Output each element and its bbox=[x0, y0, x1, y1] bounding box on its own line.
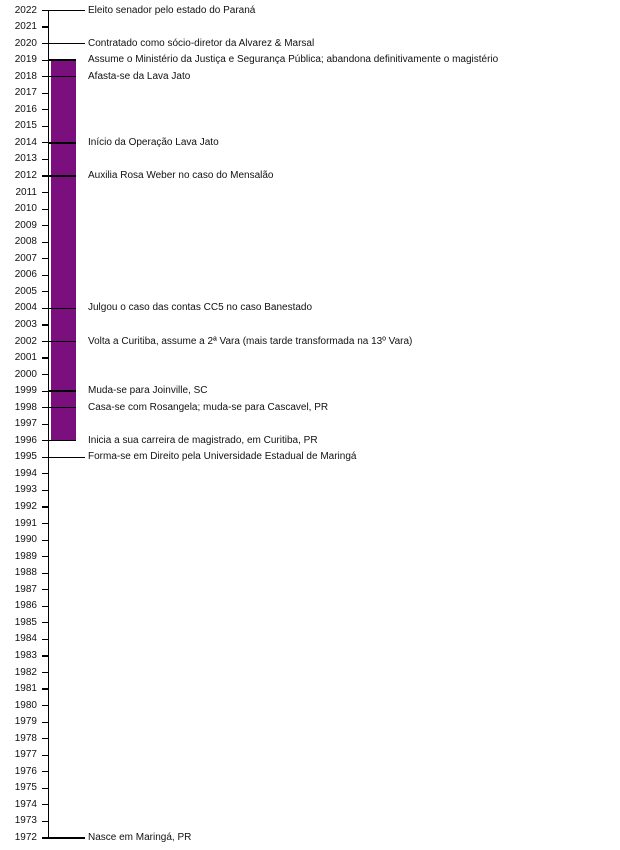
year-label: 1996 bbox=[14, 434, 37, 446]
year-tick bbox=[42, 622, 50, 623]
event-label: Muda-se para Joinville, SC bbox=[88, 385, 208, 397]
year-tick bbox=[42, 242, 50, 243]
year-label: 2019 bbox=[14, 54, 37, 66]
year-tick bbox=[42, 672, 50, 673]
year-label: 1983 bbox=[14, 649, 37, 661]
event-label: Inicia a sua carreira de magistrado, em Curitiba, PR bbox=[88, 434, 318, 446]
year-tick bbox=[42, 209, 50, 210]
event-label: Casa-se com Rosangela; muda-se para Cascavel, PR bbox=[88, 401, 329, 413]
year-label: 2013 bbox=[14, 153, 37, 165]
year-tick bbox=[42, 506, 50, 507]
event-connector-line bbox=[48, 59, 76, 60]
year-label: 1991 bbox=[14, 517, 37, 529]
year-label: 2014 bbox=[14, 136, 37, 148]
year-tick bbox=[42, 606, 50, 607]
event-connector-line bbox=[48, 308, 76, 309]
year-label: 1982 bbox=[14, 666, 37, 678]
year-label: 2002 bbox=[14, 335, 37, 347]
event-connector-line bbox=[48, 341, 76, 342]
year-tick bbox=[42, 159, 50, 160]
event-connector-line bbox=[48, 142, 76, 143]
year-label: 2021 bbox=[14, 21, 37, 33]
event-connector-line bbox=[48, 43, 86, 44]
year-label: 1990 bbox=[14, 534, 37, 546]
career-bar bbox=[51, 60, 76, 441]
year-label: 2017 bbox=[14, 87, 37, 99]
event-connector-line bbox=[48, 407, 76, 408]
year-tick bbox=[42, 109, 50, 110]
year-tick bbox=[42, 722, 50, 723]
year-label: 1977 bbox=[14, 749, 37, 761]
year-label: 2000 bbox=[14, 368, 37, 380]
year-tick bbox=[42, 688, 50, 689]
year-label: 2018 bbox=[14, 70, 37, 82]
year-label: 1976 bbox=[14, 765, 37, 777]
event-connector-line bbox=[48, 390, 76, 391]
year-tick bbox=[42, 589, 50, 590]
year-tick bbox=[42, 771, 50, 772]
year-label: 1978 bbox=[14, 732, 37, 744]
year-tick bbox=[42, 821, 50, 822]
event-label: Volta a Curitiba, assume a 2ª Vara (mais tarde transformada na 13º Vara) bbox=[88, 335, 413, 347]
year-label: 2009 bbox=[14, 219, 37, 231]
event-label: Nasce em Maringá, PR bbox=[88, 832, 192, 843]
year-tick bbox=[42, 738, 50, 739]
year-tick bbox=[42, 192, 50, 193]
event-connector-line bbox=[48, 10, 86, 11]
year-label: 1972 bbox=[14, 832, 37, 843]
year-label: 2003 bbox=[14, 318, 37, 330]
year-label: 1987 bbox=[14, 583, 37, 595]
event-connector-line bbox=[48, 76, 76, 77]
year-tick bbox=[42, 357, 50, 358]
year-label: 1995 bbox=[14, 451, 37, 463]
event-label: Início da Operação Lava Jato bbox=[88, 136, 219, 148]
year-label: 2020 bbox=[14, 37, 37, 49]
year-label: 1979 bbox=[14, 716, 37, 728]
year-tick bbox=[42, 639, 50, 640]
event-label: Afasta-se da Lava Jato bbox=[88, 70, 191, 82]
year-label: 1992 bbox=[14, 501, 37, 512]
year-label: 1997 bbox=[14, 418, 37, 430]
year-label: 1994 bbox=[14, 467, 37, 479]
event-connector-line bbox=[48, 175, 76, 176]
year-tick bbox=[42, 258, 50, 259]
year-tick bbox=[42, 26, 50, 27]
year-tick bbox=[42, 705, 50, 706]
year-label: 2011 bbox=[15, 186, 37, 198]
year-tick bbox=[42, 556, 50, 557]
year-label: 1973 bbox=[14, 815, 37, 827]
year-label: 1975 bbox=[14, 782, 37, 794]
year-label: 1980 bbox=[14, 699, 37, 711]
year-label: 2007 bbox=[14, 252, 37, 264]
year-tick bbox=[42, 788, 50, 789]
year-tick bbox=[42, 374, 50, 375]
event-connector-line bbox=[48, 837, 86, 838]
year-label: 2005 bbox=[14, 285, 37, 297]
event-label: Eleito senador pelo estado do Paraná bbox=[88, 4, 256, 16]
year-tick bbox=[42, 573, 50, 574]
event-label: Forma-se em Direito pela Universidade Estadual de Maringá bbox=[88, 451, 357, 463]
year-label: 2006 bbox=[14, 269, 37, 281]
year-tick bbox=[42, 523, 50, 524]
year-tick bbox=[42, 225, 50, 226]
event-label: Julgou o caso das contas CC5 no caso Banestado bbox=[88, 302, 313, 314]
year-label: 2022 bbox=[14, 4, 37, 16]
year-label: 2016 bbox=[14, 103, 37, 115]
year-label: 1999 bbox=[14, 385, 37, 397]
year-label: 2015 bbox=[14, 120, 37, 132]
year-tick bbox=[42, 540, 50, 541]
event-connector-line bbox=[48, 457, 86, 458]
year-label: 1974 bbox=[14, 798, 37, 810]
year-label: 1981 bbox=[14, 683, 37, 695]
year-label: 2012 bbox=[14, 170, 37, 181]
year-tick bbox=[42, 424, 50, 425]
year-label: 1986 bbox=[14, 600, 37, 612]
year-label: 1989 bbox=[14, 550, 37, 562]
event-label: Assume o Ministério da Justiça e Segurança Pública; abandona definitivamente o magistério bbox=[88, 54, 499, 66]
year-tick bbox=[42, 755, 50, 756]
event-label: Auxilia Rosa Weber no caso do Mensalão bbox=[88, 170, 274, 181]
year-tick bbox=[42, 655, 50, 656]
year-tick bbox=[42, 804, 50, 805]
year-label: 1993 bbox=[14, 484, 37, 496]
event-label: Contratado como sócio-diretor da Alvarez & Marsal bbox=[88, 37, 315, 49]
year-label: 2001 bbox=[14, 352, 37, 364]
year-label: 2010 bbox=[14, 203, 37, 215]
year-label: 1985 bbox=[14, 616, 37, 628]
year-tick bbox=[42, 93, 50, 94]
year-tick bbox=[42, 490, 50, 491]
year-tick bbox=[42, 126, 50, 127]
event-connector-line bbox=[48, 440, 76, 441]
year-tick bbox=[42, 324, 50, 325]
year-tick bbox=[42, 275, 50, 276]
year-label: 2008 bbox=[14, 236, 37, 248]
year-label: 1998 bbox=[14, 401, 37, 413]
year-label: 2004 bbox=[14, 302, 37, 314]
year-label: 1984 bbox=[14, 633, 37, 645]
year-tick bbox=[42, 291, 50, 292]
year-tick bbox=[42, 473, 50, 474]
year-label: 1988 bbox=[14, 567, 37, 579]
